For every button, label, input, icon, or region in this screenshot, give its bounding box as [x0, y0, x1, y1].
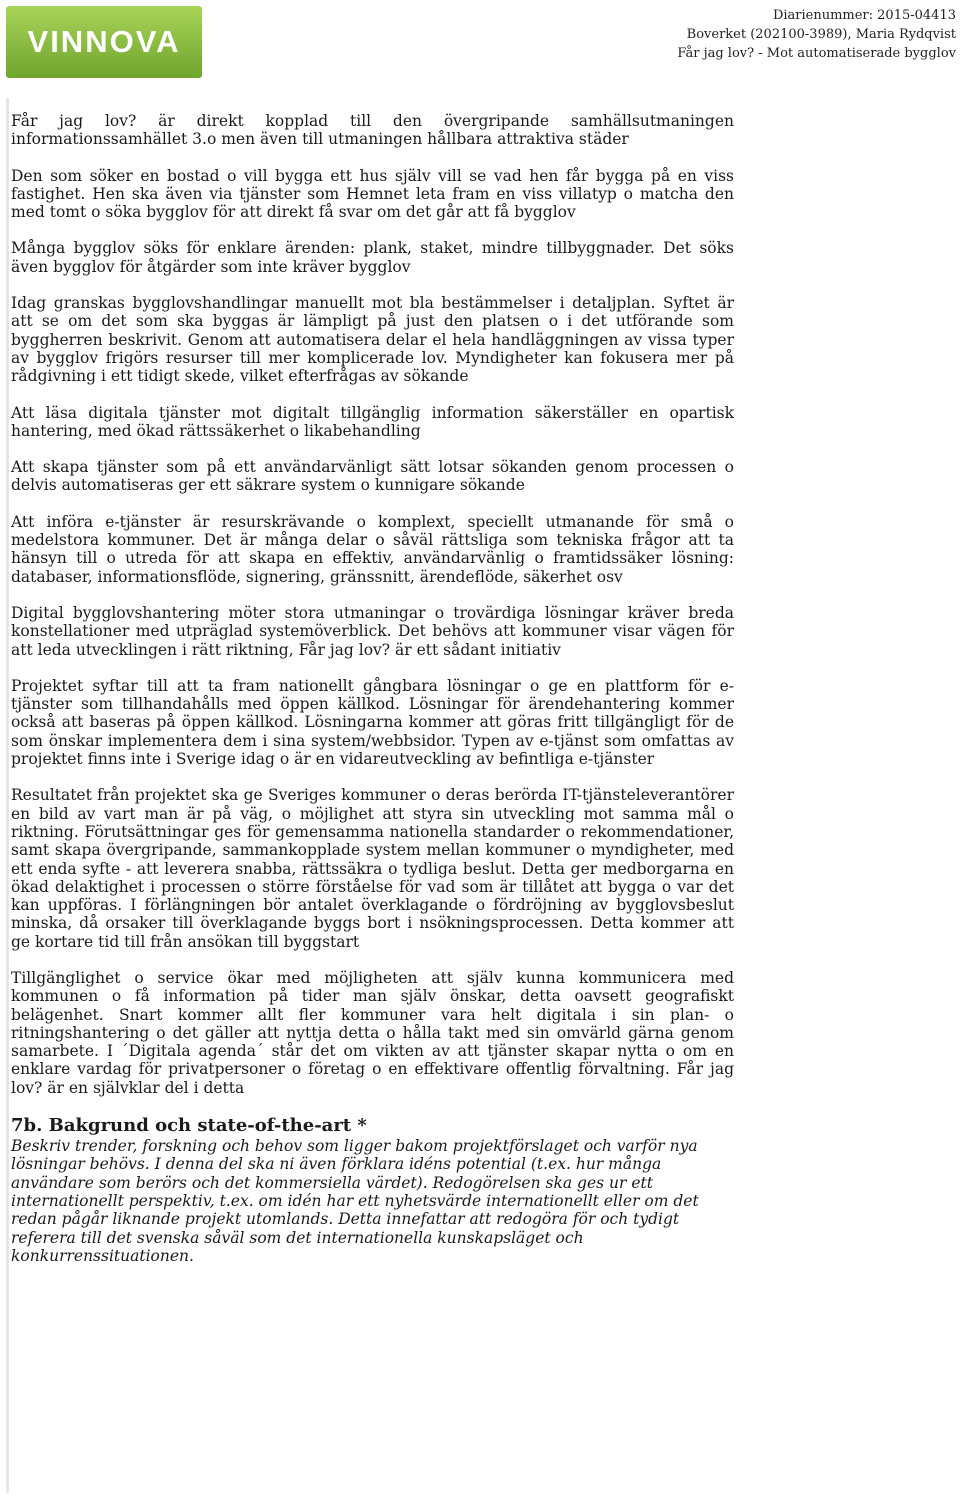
left-margin-rule — [6, 98, 9, 1493]
body-paragraph: Digital bygglovshantering möter stora utmaningar o trovärdiga lösningar kräver breda konstellationer med utpräglad systemöverblick. Det behövs att kommuner visar vägen för att leda utvecklingen i rätt riktning, Får jag lov? är ett sådant initiativ — [11, 603, 734, 659]
section-instruction: Beskriv trender, forskning och behov som ligger bakom projektförslaget och varför nya lösningar behövs. I denna del ska ni även förklara idéns potential (t.ex. hur många användare som berörs och det kommersiella värdet). Redogörelsen ska ges ur ett internationellt perspektiv, t.ex. om idén har ett nyhetsvärde internationellt eller om det redan pågår liknande projekt utomlands. Detta innefattar att redogöra för och tydigt referera till det svenska såväl som det internationella kunskapsläget och konkurrenssituationen. — [11, 1137, 699, 1265]
registration-number: Diarienummer: 2015-04413 — [772, 8, 956, 23]
body-paragraph: Projektet syftar till att ta fram nationellt gångbara lösningar o ge en plattform för e-tjänster som tillhandahålls med öppen källkod. Lösningar för ärendehantering kommer också att baseras på öppen källkod. Lösningarna kommer att göras fritt tillgängligt för de som önskar implementera dem i sina system/webbsidor. Typen av e-tjänst som omfattas av projektet finns inte i Sverige idag o är en vidareutveckling av befintliga e-tjänster — [11, 676, 734, 769]
section-heading: 7b. Bakgrund och state-of-the-art * — [11, 1115, 367, 1137]
body-paragraph: Får jag lov? är direkt kopplad till den övergripande samhällsutmaningen informationssamhället 3.o men även till utmaningen hållbara attraktiva städer — [11, 112, 734, 149]
project-title: Får jag lov? - Mot automatiserade bygglov — [677, 46, 956, 61]
body-paragraph: Resultatet från projektet ska ge Sveriges kommuner o deras berörda IT-tjänsteleverantörer en bild av vart man är på väg, o möjlighet att styra sin utveckling mot samma mål o riktning. Förutsättningar ges för gemensamma nationella standarder o rekommendationer, samt skapa övergripande, sammankopplade system mellan kommuner o myndigheter, med ett enda syfte - att leverera snabba, rättssäkra o tydliga beslut. Detta ger medborgarna en ökad delaktighet i processen o större förståelse för vad som är tillåtet att bygga o var det kan uppföras. I förlängningen bör antalet överklagande o fördröjning av bygglovsbeslut minska, då orsaker till överklagande byggs bort i nsökningsprocessen. Detta kommer att ge kortare tid till från ansökan till byggstart — [11, 786, 734, 951]
vinnova-logo — [6, 6, 202, 78]
body-paragraph: Många bygglov söks för enklare ärenden: plank, staket, mindre tillbyggnader. Det söks även bygglov för åtgärder som inte kräver bygglov — [11, 239, 734, 276]
body-paragraph: Tillgänglighet o service ökar med möjligheten att själv kunna kommunicera med kommunen o få information på tider man själv önskar, detta oavsett geografiskt belägenhet. Snart kommer allt fler kommuner vara helt digitala i sin plan- o ritningshantering o det gäller att nyttja detta o hålla takt med sin omvärld gärna genom samarbete. I ´Digitala agenda´ står det om vikten av att tjänster skapar nytta o om en enklare vardag för privatpersoner o företag o en effektivare offentlig förvaltning. Får jag lov? är en självklar del i detta — [11, 968, 734, 1097]
document-body — [11, 112, 734, 1265]
document-header — [677, 6, 956, 63]
body-paragraph: Att skapa tjänster som på ett användarvänligt sätt lotsar sökanden genom processen o delvis automatiseras ger ett säkrare system o kunnigare sökande — [11, 458, 734, 495]
body-paragraph: Att läsa digitala tjänster mot digitalt tillgänglig information säkerställer en opartisk hantering, med ökad rättssäkerhet o likabehandling — [11, 403, 734, 440]
body-paragraph: Den som söker en bostad o vill bygga ett hus själv vill se vad hen får bygga på en viss fastighet. Hen ska även via tjänster som Hemnet leta fram en viss villatyp o matcha den med tomt o söka bygglov för att direkt få svar om det går att få bygglov — [11, 166, 734, 222]
applicant-line: Boverket (202100-3989), Maria Rydqvist — [686, 27, 956, 42]
logo-text: VINNOVA — [27, 24, 181, 59]
body-paragraph: Idag granskas bygglovshandlingar manuellt mot bla bestämmelser i detaljplan. Syftet är att se om det som ska byggas är lämpligt på just den platsen o i det utförande som byggherren beskrivit. Genom att automatisera delar el hela handläggningen av vissa typer av bygglov frigörs resurser till mer komplicerade lov. Myndigheter kan fokusera mer på rådgivning i ett tidigt skede, vilket efterfrågas av sökande — [11, 294, 734, 386]
body-paragraph: Att införa e-tjänster är resurskrävande o komplext, speciellt utmanande för små o medelstora kommuner. Det är många delar o såväl rättsliga som tekniska frågor att ta hänsyn till o utreda för att skapa en effektiv, användarvänlig o framtidssäker lösning: databaser, informationsflöde, signering, gränssnitt, ärendeflöde, säkerhet osv — [11, 512, 734, 586]
